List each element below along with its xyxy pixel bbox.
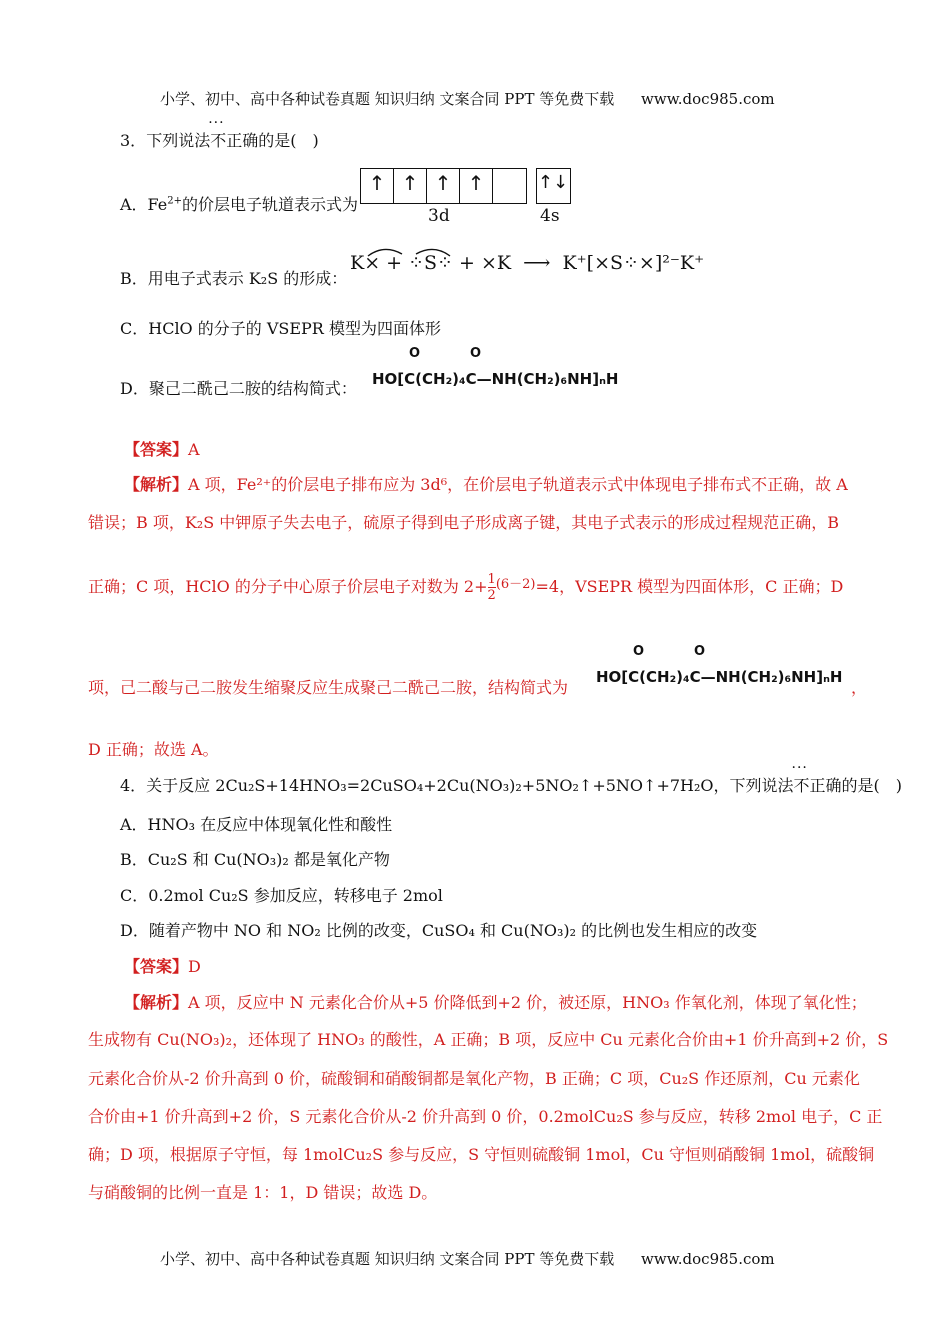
electron-transfer-arrows <box>364 244 454 258</box>
fraction-expr: (6－2) <box>495 577 536 592</box>
q3-option-c: C．HClO 的分子的 VSEPR 模型为四面体形 <box>120 319 441 338</box>
nylon-formula: HO[C(CH₂)₄C—NH(CH₂)₆NH]ₙH <box>372 370 619 388</box>
nylon-formula-analysis: HO[C(CH₂)₄C—NH(CH₂)₆NH]ₙH <box>596 668 843 686</box>
footer-text: 小学、初中、高中各种试卷真题 知识归纳 文案合同 PPT 等免费下载 <box>160 1250 615 1268</box>
orbital-3d-1: ↑ <box>361 169 394 203</box>
q3-answer <box>124 437 200 460</box>
nylon-carbonyl-o2: O <box>470 346 482 361</box>
q3-analysis-line-1 <box>124 472 848 495</box>
q4-analysis-line-2: 生成物有 Cu(NO₃)₂，还体现了 HNO₃ 的酸性，A 正确；B 项，反应中 Cu 元素化合价由+1 价升高到+2 价，S <box>88 1030 889 1049</box>
reaction-arrow: ⟶ <box>523 252 551 274</box>
q4-analysis-text-1: A 项，反应中 N 元素化合价从+5 价降低到+2 价，被还原，HNO₃ 作氧化剂，体现了氧化性； <box>188 993 867 1012</box>
header-url: www.doc985.com <box>641 90 775 108</box>
q3-analysis-text-1: A 项，Fe²⁺的价层电子排布应为 3d⁶，在价层电子轨道表示式中体现电子排布式不正确，故 A <box>188 475 848 494</box>
orbital-4s-box <box>536 168 571 204</box>
q3-option-a <box>120 192 358 215</box>
q3-analysis-line-4: 项，己二酸与己二胺发生缩聚反应生成聚己二酰己二胺，结构简式为 <box>88 678 569 697</box>
q4-analysis-label: 【解析】 <box>124 993 189 1012</box>
label-3d: 3d <box>428 206 450 226</box>
frac-num: 1 <box>487 572 496 587</box>
q4-option-c: C．0.2mol Cu₂S 参加反应，转移电子 2mol <box>120 886 443 905</box>
orbital-3d-3: ↑ <box>427 169 460 203</box>
q4-analysis-line-3: 元素化合价从-2 价升高到 0 价，硫酸铜和硝酸铜都是氧化产物，B 正确；C 项，Cu₂S 作还原剂，Cu 元素化 <box>88 1069 860 1088</box>
q4-stem-post: 的是( ) <box>841 776 903 795</box>
q4-option-a: A．HNO₃ 在反应中体现氧化性和酸性 <box>120 815 393 834</box>
k2s-product: K⁺[×S⁘×]²⁻K⁺ <box>562 252 705 274</box>
q3-analysis-label: 【解析】 <box>124 475 189 494</box>
frac-den: 2 <box>487 588 496 603</box>
q4-stem-pre: 4．关于反应 2Cu₂S+14HNO₃=2CuSO₄+2Cu(NO₃)₂+5NO₂↑+5NO↑+7H₂O，下列说法 <box>120 776 794 795</box>
q3-option-a-post: 的价层电子轨道表示式为 <box>182 195 359 214</box>
q3-analysis-line-5: D 正确；故选 A。 <box>88 740 219 759</box>
orbital-3d-5 <box>493 169 526 203</box>
orbital-3d-4: ↑ <box>460 169 493 203</box>
footer-url: www.doc985.com <box>641 1250 775 1268</box>
q4-stem <box>120 773 902 796</box>
header-text: 小学、初中、高中各种试卷真题 知识归纳 文案合同 PPT 等免费下载 <box>160 90 615 108</box>
q3-answer-value: A <box>188 440 200 459</box>
q4-option-b: B．Cu₂S 和 Cu(NO₃)₂ 都是氧化产物 <box>120 850 390 869</box>
orbital-4s: ↑↓ <box>537 172 569 193</box>
k2s-reactants: K× + ⁘S⁘ + ×K <box>350 252 512 274</box>
q3-option-a-charge: 2+ <box>167 195 183 207</box>
label-4s: 4s <box>540 206 560 226</box>
q3-stem-emphasis: ··· 不正确 <box>210 128 258 151</box>
q3-analysis-text-3b: =4，VSEPR 模型为四面体形，C 正确；D <box>535 577 844 596</box>
q4-analysis-line-6: 与硝酸铜的比例一直是 1：1，D 错误；故选 D。 <box>88 1183 438 1202</box>
q3-analysis-line-3 <box>88 572 843 603</box>
q4-stem-emphasis: ··· 不正确 <box>794 773 842 796</box>
fraction-one-half <box>488 572 496 603</box>
q4-analysis-line-4: 合价由+1 价升高到+2 价，S 元素化合价从-2 价升高到 0 价，0.2molCu₂S 参与反应，转移 2mol 电子，C 正 <box>88 1107 883 1126</box>
q4-option-d: D．随着产物中 NO 和 NO₂ 比例的改变，CuSO₄ 和 Cu(NO₃)₂ 的比例也发生相应的改变 <box>120 921 758 940</box>
q3-number: 3． <box>120 131 147 150</box>
q3-answer-label: 【答案】 <box>124 440 189 459</box>
page-footer <box>160 1248 775 1269</box>
q3-stem-post: 的是( ) <box>258 131 319 150</box>
nylon-carbonyl-o1: O <box>409 346 421 361</box>
nylon-analysis-o2: O <box>694 644 706 659</box>
q3-analysis-comma: ， <box>851 678 868 697</box>
nylon-analysis-o1: O <box>633 644 645 659</box>
q4-analysis-line-1 <box>124 990 867 1013</box>
orbital-3d-box <box>360 168 527 204</box>
q3-stem-pre: 下列说法 <box>146 131 211 150</box>
orbital-3d-2: ↑ <box>394 169 427 203</box>
q3-analysis-text-3a: 正确；C 项，HClO 的分子中心原子价层电子对数为 2+ <box>88 577 488 596</box>
q3-analysis-line-2: 错误；B 项，K₂S 中钾原子失去电子，硫原子得到电子形成离子键，其电子式表示的形成过程规范正确，B <box>88 513 840 532</box>
q4-answer-label: 【答案】 <box>124 957 189 976</box>
q4-answer <box>124 954 201 977</box>
q3-stem <box>120 128 319 151</box>
q4-analysis-line-5: 确；D 项，根据原子守恒，每 1molCu₂S 参与反应，S 守恒则硫酸铜 1mol，Cu 守恒则硝酸铜 1mol，硫酸铜 <box>88 1145 875 1164</box>
q3-option-a-pre: A．Fe <box>120 195 168 214</box>
q3-option-b: B．用电子式表示 K₂S 的形成： <box>120 269 348 288</box>
q4-answer-value: D <box>188 957 201 976</box>
q3-option-d: D．聚己二酰己二胺的结构简式： <box>120 379 357 398</box>
page-header <box>160 88 775 109</box>
